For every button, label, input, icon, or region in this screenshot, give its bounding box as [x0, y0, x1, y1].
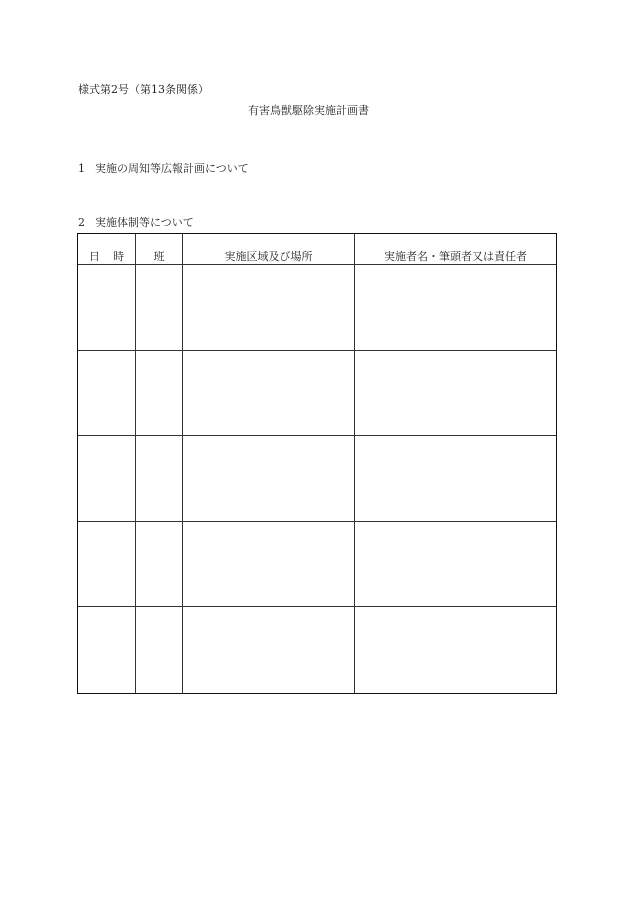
table-cell-datetime[interactable] — [78, 351, 136, 437]
table-cell-area-location[interactable] — [183, 607, 355, 693]
table-cell-team[interactable] — [136, 522, 183, 608]
table-cell-team[interactable] — [136, 607, 183, 693]
table-cell-area-location[interactable] — [183, 265, 355, 351]
table-cell-team[interactable] — [136, 265, 183, 351]
section-number: 2 — [78, 216, 85, 229]
section-label: 実施体制等について — [95, 216, 194, 229]
table-cell-area-location[interactable] — [183, 522, 355, 608]
section-label: 実施の周知等広報計画について — [95, 162, 249, 175]
table-cell-responsible-person[interactable] — [355, 265, 556, 351]
table-cell-area-location[interactable] — [183, 351, 355, 437]
column-header-area-location: 実施区域及び場所 — [183, 234, 355, 265]
table-cell-datetime[interactable] — [78, 607, 136, 693]
table-cell-responsible-person[interactable] — [355, 351, 556, 437]
table-cell-datetime[interactable] — [78, 436, 136, 522]
section-heading-publicity-plan — [78, 162, 249, 176]
table-cell-team[interactable] — [136, 436, 183, 522]
column-header-team: 班 — [136, 234, 183, 265]
form-number: 様式第2号（第13条関係） — [78, 83, 209, 96]
table-cell-responsible-person[interactable] — [355, 607, 556, 693]
table-cell-team[interactable] — [136, 351, 183, 437]
table-cell-datetime[interactable] — [78, 522, 136, 608]
table-cell-responsible-person[interactable] — [355, 522, 556, 608]
table-cell-datetime[interactable] — [78, 265, 136, 351]
section-heading-implementation-system — [78, 216, 194, 230]
table-cell-responsible-person[interactable] — [355, 436, 556, 522]
column-header-datetime: 日時 — [78, 234, 136, 265]
section-number: 1 — [78, 162, 85, 175]
column-header-responsible-person: 実施者名・筆頭者又は責任者 — [355, 234, 556, 265]
table-cell-area-location[interactable] — [183, 436, 355, 522]
implementation-table — [77, 233, 557, 694]
document-title: 有害鳥獣駆除実施計画書 — [248, 104, 369, 117]
